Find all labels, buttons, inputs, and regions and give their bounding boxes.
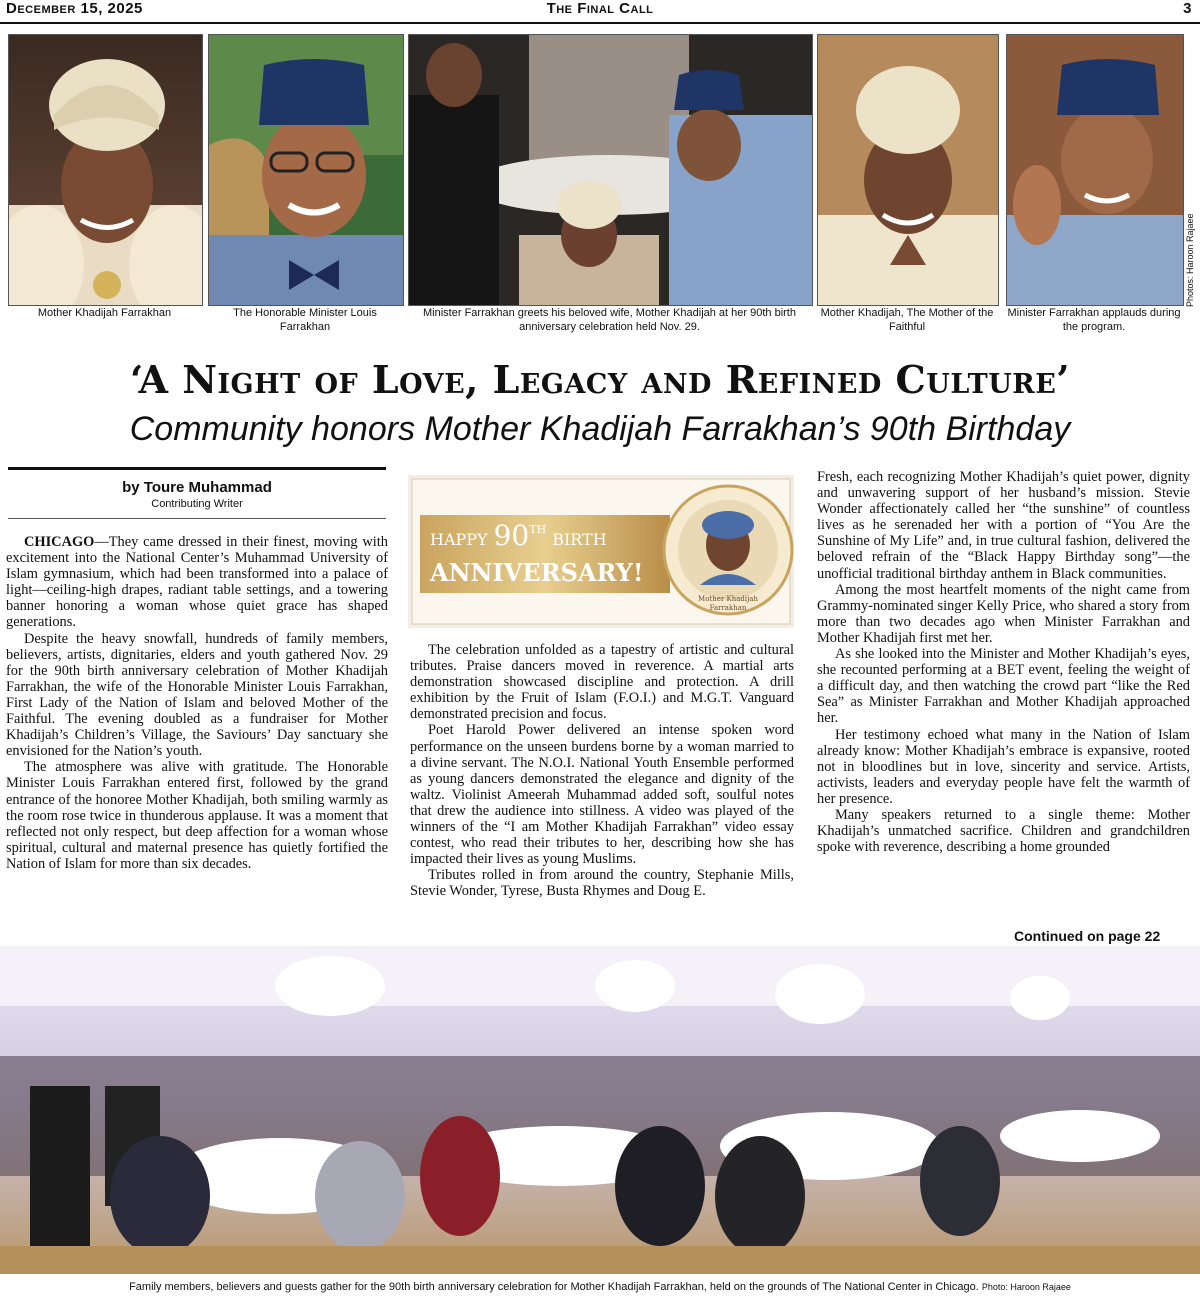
- article-paragraph: As she looked into the Minister and Mother Khadijah’s eyes, she recounted performing at a BET event, feeling the weight of a difficult day, and then watching the crowd part “like the Red Sea” as Minister Farrakhan and Mother Khadijah approached her.: [817, 646, 1190, 727]
- article-paragraph: Her testimony echoed what many in the Nation of Islam already know: Mother Khadijah’s embrace is expansive, rooted not in bloodlines but in love, sincerity and service. Artists, activists, leaders and everyday people have felt the warmth of her presence.: [817, 726, 1190, 807]
- banner-line2: ANNIVERSARY!: [430, 558, 644, 587]
- bottom-photo-credit: Photo: Haroon Rajaee: [981, 1282, 1071, 1292]
- banner-name-line2: Farrakhan: [709, 604, 747, 612]
- issue-date: December 15, 2025: [6, 0, 143, 17]
- article-paragraph: Tributes rolled in from around the country, Stephanie Mills, Stevie Wonder, Tyrese, Busta Rhymes and Doug E.: [410, 867, 794, 900]
- article-column-1: [6, 534, 388, 872]
- byline-author: by Toure Muhammad: [122, 479, 272, 496]
- page-header: [0, 0, 1200, 24]
- photo-caption: The Honorable Minister Louis Farrakhan: [233, 307, 377, 333]
- byline-role: Contributing Writer: [151, 498, 243, 510]
- article-paragraph: The atmosphere was alive with gratitude. The Honorable Minister Louis Farrakhan entered first, followed by the grand entrance of the honoree Mother Khadijah, both smiling warmly as the room rose twice in thunderous applause. It was a moment that reflected not only respect, but deep affection for a woman whose spiritual, cultural and maternal presence has quietly fortified the Nation of Islam for more than six decades.: [6, 759, 388, 872]
- article-column-3: [817, 469, 1190, 855]
- portrait-woman-photo: [8, 34, 203, 306]
- photo-caption: Minister Farrakhan greets his beloved wife, Mother Khadijah at her 90th birth anniversary celebration held Nov. 29.: [423, 307, 796, 333]
- article-paragraph: Fresh, each recognizing Mother Khadijah’s quiet power, dignity and unwavering support of her husband’s mission. Stevie Wonder affectionately called her “the sunshine” of countless lives as he serenaded her with a portion of “You Are the Sunshine of My Life” and, in true cultural fashion, delivered the beloved refrain of the “Black Happy Birthday song”—the unofficial traditional birthday anthem in Black communities.: [817, 469, 1190, 582]
- applause-photo: [1006, 34, 1184, 306]
- subheadline: Community honors Mother Khadijah Farrakhan’s 90th Birthday: [129, 410, 1071, 448]
- headline: ‘A Night of Love, Legacy and Refined Culture’: [129, 357, 1071, 402]
- byline-rule: [8, 467, 386, 470]
- banquet-hall-photo: [0, 946, 1200, 1274]
- banner-line1: HAPPY 90THBIRTH: [430, 519, 607, 552]
- portrait-man-photo: [208, 34, 404, 306]
- bottom-photo-caption: Family members, believers and guests gather for the 90th birth anniversary celebration for Mother Khadijah Farrakhan, held on the grounds of The National Center in Chicago. Photo: Haroon Rajaee: [129, 1281, 1071, 1293]
- article-paragraph: Many speakers returned to a single theme: Mother Khadijah’s unmatched sacrifice. Children and grandchildren spoke with reverence, describing a home grounded: [817, 806, 1190, 856]
- continued-link[interactable]: Continued on page 22: [1014, 928, 1161, 944]
- photo-caption: Mother Khadijah, The Mother of the Faithful: [820, 307, 994, 333]
- greeting-photo: [408, 34, 813, 306]
- article-paragraph: The celebration unfolded as a tapestry of artistic and cultural tributes. Praise dancers moved in reverence. A martial arts demonstration showcased discipline and protection. A drill exhibition by the Fruit of Islam (F.O.I.) and M.G.T. Vanguard demonstrated precision and focus.: [410, 642, 794, 723]
- publication-name: The Final Call: [546, 0, 654, 17]
- photo-caption: Mother Khadijah Farrakhan: [37, 307, 172, 319]
- page-number: 3: [1183, 0, 1192, 17]
- anniversary-banner-photo: [408, 475, 794, 628]
- article-column-2: [410, 642, 794, 900]
- byline-divider: [8, 518, 386, 519]
- photo-credit: Photos: Haroon Rajaee: [1185, 213, 1195, 307]
- dateline: CHICAGO: [24, 534, 95, 550]
- photo-caption: Minister Farrakhan applauds during the program.: [1007, 307, 1181, 333]
- portrait-woman-smiling-photo: [817, 34, 999, 306]
- article-paragraph: CHICAGO—They came dressed in their finest, moving with excitement into the National Center’s Muhammad University of Islam gymnasium, which had been transformed into a palace of light—ceiling-high drapes, radiant table settings, and a towering banner honoring a woman whose quiet grace has shaped generations.: [6, 534, 388, 631]
- banner-name-line1: Mother Khadijah: [698, 595, 758, 603]
- article-paragraph: Despite the heavy snowfall, hundreds of family members, believers, artists, dignitaries, elders and youth gathered Nov. 29 for the 90th birth anniversary celebration of Mother Khadijah Farrakhan, the wife of the Honorable Minister Louis Farrakhan, First Lady of the Nation of Islam and beloved Mother of the Faithful. The evening doubled as a fundraiser for Mother Khadijah’s Children’s Village, the Saviours’ Day sanctuary she envisioned for the Nation’s youth.: [6, 630, 388, 760]
- article-paragraph: Poet Harold Power delivered an intense spoken word performance on the unseen burdens borne by a woman married to a divine servant. The N.O.I. National Youth Ensemble performed as young dancers demonstrated the elegance and dignity of the waltz. Violinist Ameerah Muhammad added soft, soulful notes that drew the audience into stillness. A video was played of the winners of the “I am Mother Khadijah Farrakhan” video essay contest, who read their tributes to her, describing how she has impacted their lives as young Muslims.: [410, 722, 794, 868]
- article-paragraph: Among the most heartfelt moments of the night came from Grammy-nominated singer Kelly Price, who shared a story from more than two decades ago when Minister Farrakhan and Mother Khadijah first met her.: [817, 581, 1190, 646]
